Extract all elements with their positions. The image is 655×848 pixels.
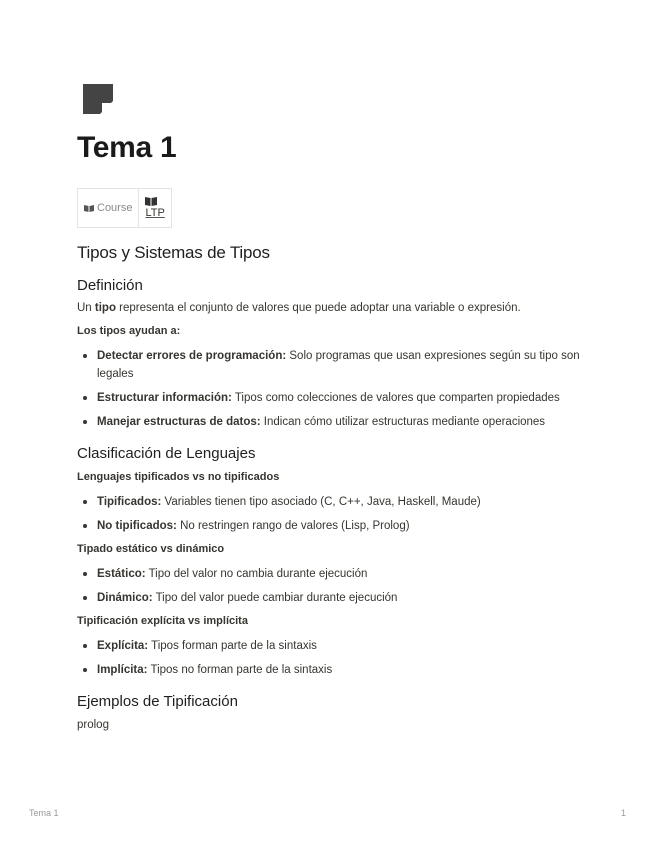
list-item: Detectar errores de programación: Solo programas que usan expresiones según su tipo son legales xyxy=(77,347,587,383)
open-book-icon xyxy=(84,204,94,212)
help-list xyxy=(77,347,587,431)
open-book-icon xyxy=(145,196,157,206)
page-content xyxy=(77,241,587,734)
examples-paragraph: prolog xyxy=(77,719,109,731)
typed-label: Lenguajes tipificados vs no tipificados xyxy=(77,471,280,483)
static-label: Tipado estático vs dinámico xyxy=(77,543,225,555)
help-label: Los tipos ayudan a: xyxy=(77,325,181,337)
list-item: Manejar estructuras de datos: Indican cómo utilizar estructuras mediante operaciones xyxy=(77,413,587,431)
properties-table xyxy=(77,188,172,228)
property-value-course[interactable] xyxy=(139,189,171,228)
property-key-course xyxy=(78,189,139,228)
subsection-heading-definicion: Definición xyxy=(77,277,143,294)
static-list xyxy=(77,565,587,607)
section-heading-tipos: Tipos y Sistemas de Tipos xyxy=(77,243,270,262)
list-item: Dinámico: Tipo del valor puede cambiar durante ejecución xyxy=(77,589,587,607)
subsection-heading-clasificacion: Clasificación de Lenguajes xyxy=(77,445,256,462)
explicit-label: Tipificación explícita vs implícita xyxy=(77,615,248,627)
explicit-list xyxy=(77,637,587,679)
list-item: Explícita: Tipos forman parte de la sintaxis xyxy=(77,637,587,655)
course-label: Course xyxy=(97,202,133,214)
page-title: Tema 1 xyxy=(77,131,177,164)
typed-list xyxy=(77,493,587,535)
list-item: No tipificados: No restringen rango de valores (Lisp, Prolog) xyxy=(77,517,587,535)
footer-page-number: 1 xyxy=(620,808,626,818)
footer-page-title: Tema 1 xyxy=(29,808,59,818)
list-item: Tipificados: Variables tienen tipo asociado (C, C++, Java, Haskell, Maude) xyxy=(77,493,587,511)
list-item: Estructurar información: Tipos como colecciones de valores que comparten propiedades xyxy=(77,389,587,407)
subsection-heading-ejemplos: Ejemplos de Tipificación xyxy=(77,693,238,710)
definition-paragraph: Un tipo representa el conjunto de valores que puede adoptar una variable o expresión. xyxy=(77,302,521,314)
course-value-link[interactable]: LTP xyxy=(145,207,165,219)
list-item: Estático: Tipo del valor no cambia durante ejecución xyxy=(77,565,587,583)
list-item: Implícita: Tipos no forman parte de la sintaxis xyxy=(77,661,587,679)
page-document-icon xyxy=(83,84,113,114)
